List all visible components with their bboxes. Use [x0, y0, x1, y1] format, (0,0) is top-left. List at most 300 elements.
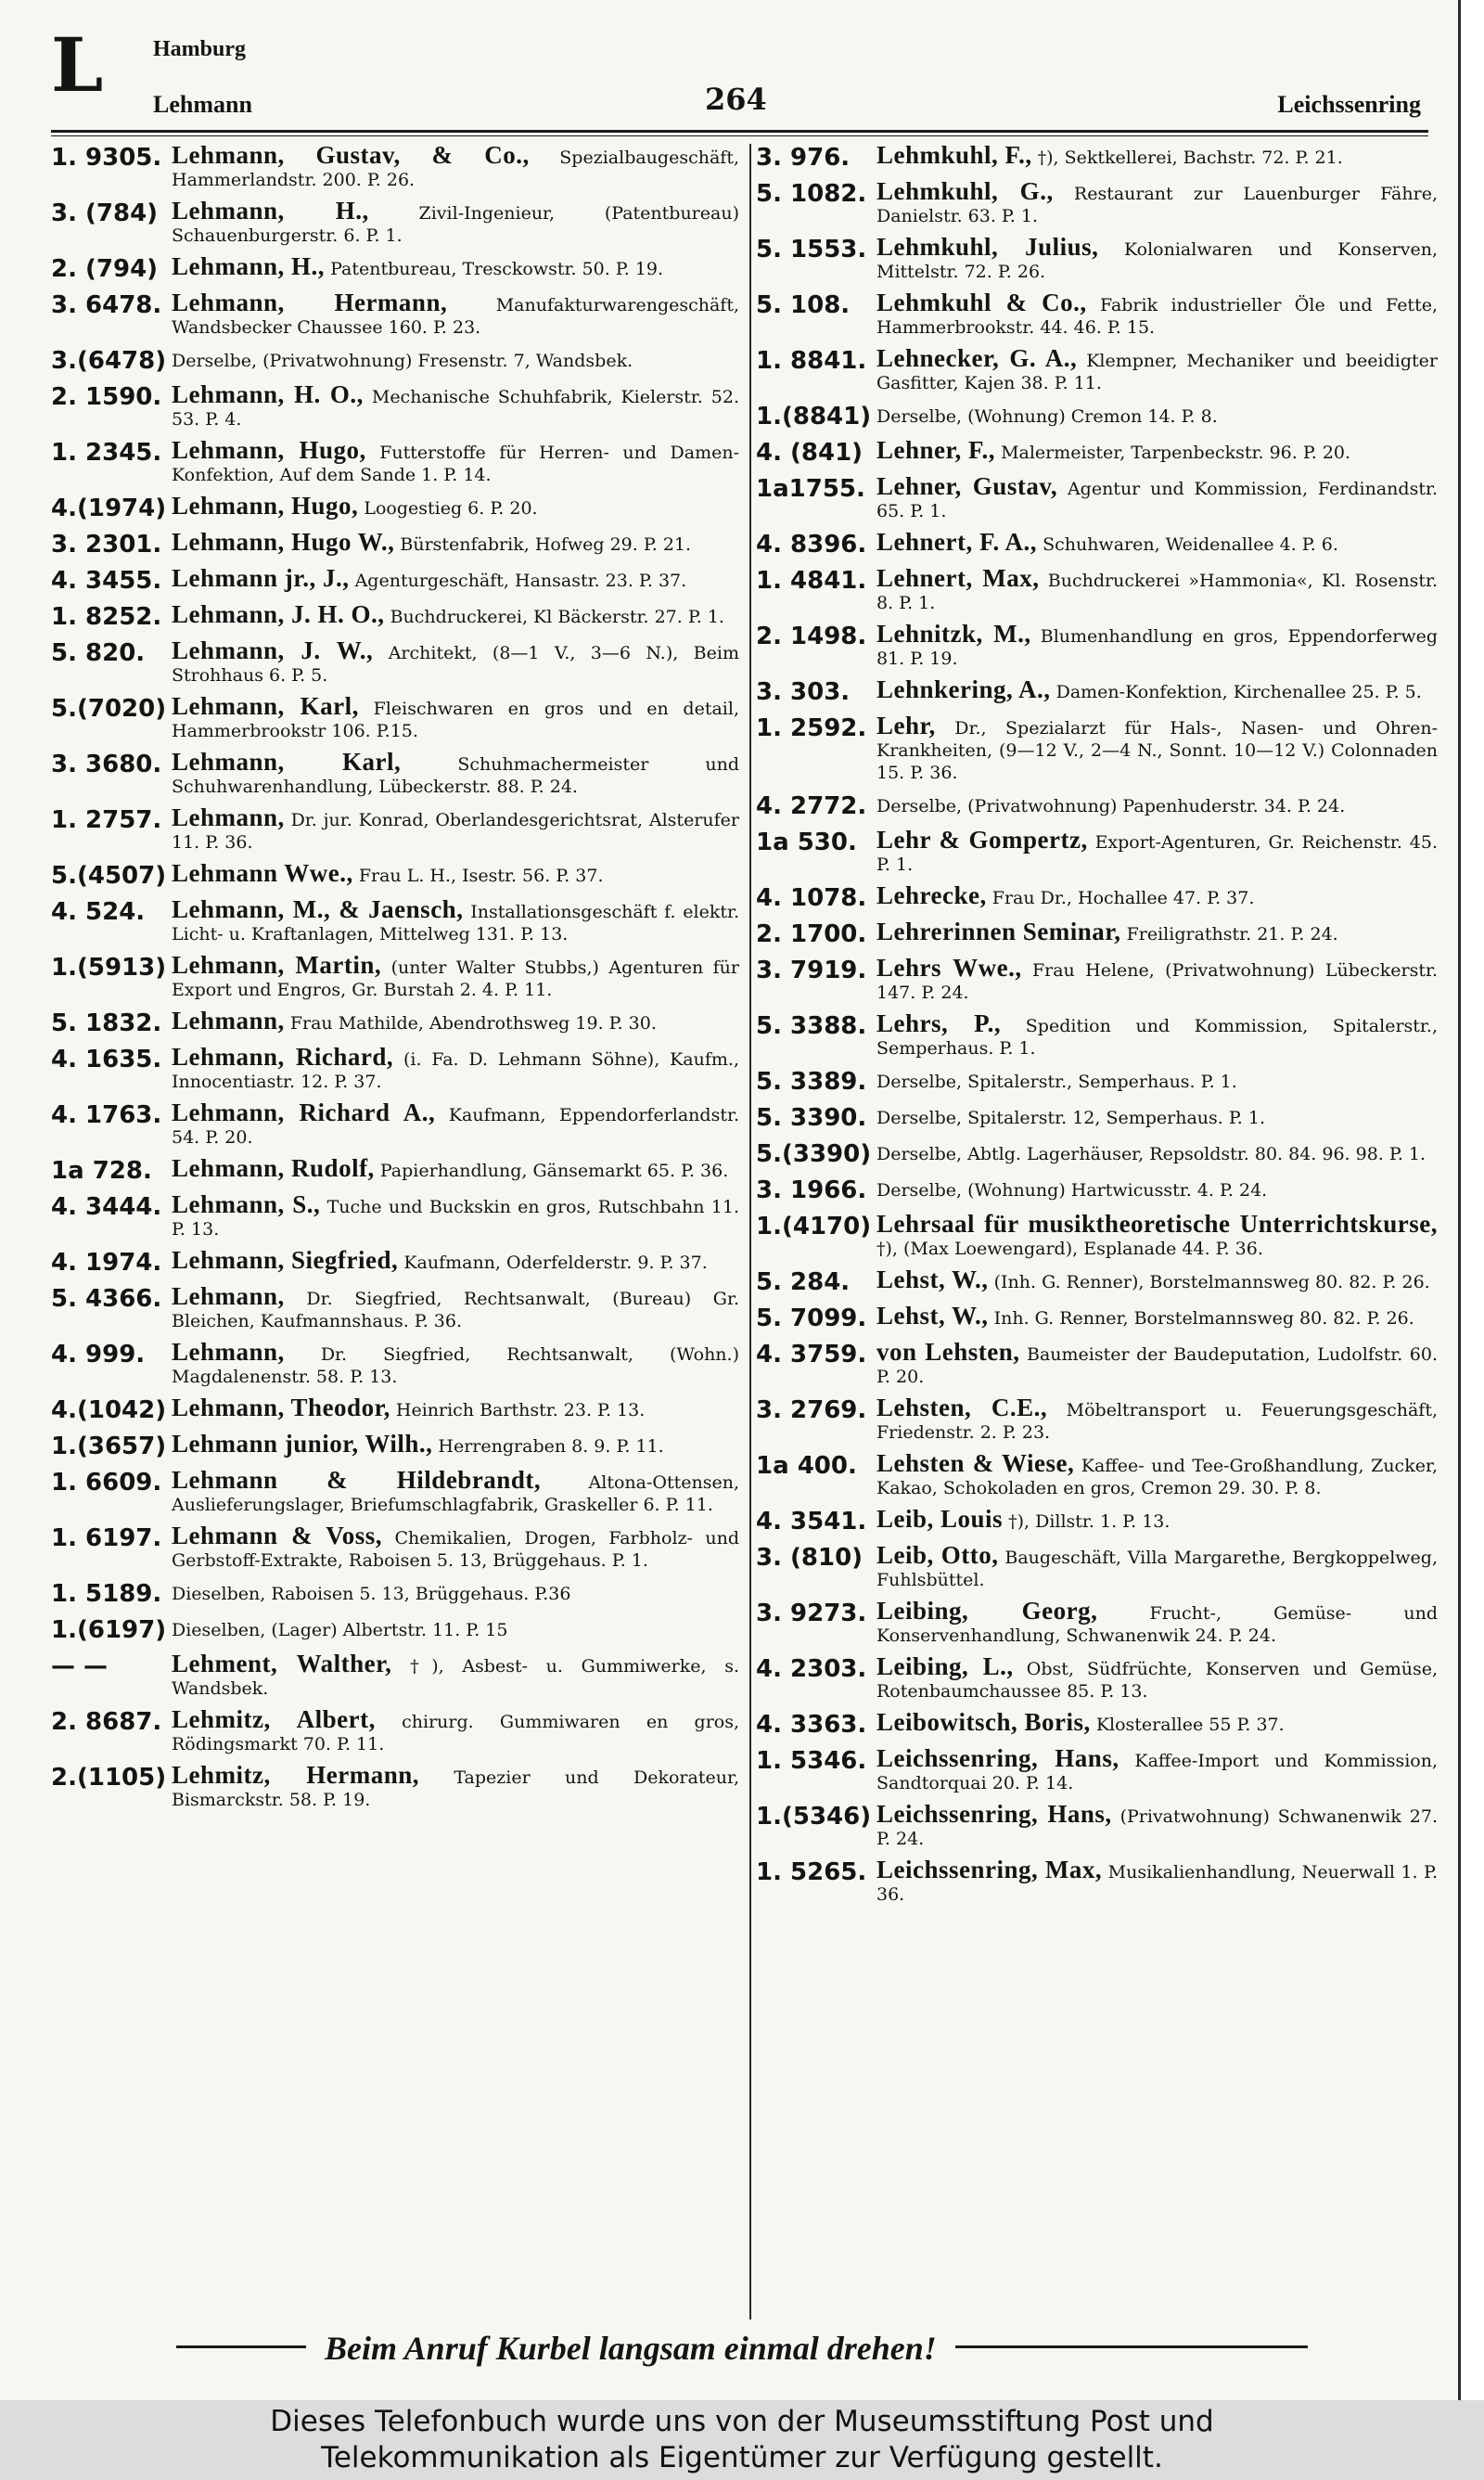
separator: [369, 203, 419, 224]
subscriber-name: Lehmann, Rudolf,: [172, 1154, 375, 1182]
phone-number: 4. 3455.: [51, 567, 162, 595]
phone-number: 4. 2303.: [756, 1655, 867, 1683]
phone-number: 1a 728.: [51, 1157, 152, 1185]
entry-details: [172, 951, 739, 1001]
entry-details: [876, 1396, 1438, 1444]
phone-number: 3. 6478.: [51, 291, 162, 319]
entry-details: [172, 1761, 739, 1811]
subscriber-name: Lehmann, Richard,: [172, 1043, 394, 1071]
entry-text: Herrengraben 8. 9. P. 11.: [438, 1436, 664, 1457]
subscriber-name: Lehmann,: [172, 1007, 285, 1034]
subscriber-name: Lehsten, C.E.,: [876, 1394, 1048, 1421]
directory-entry: [756, 620, 1438, 670]
directory-entry: [51, 951, 739, 1001]
phone-number: 2.(1105): [51, 1764, 167, 1792]
phone-number: 3. 7919.: [756, 957, 867, 984]
entry-text: Malermeister, Tarpenbeckstr. 96. P. 20.: [1001, 443, 1351, 463]
phone-number: 5. 4366.: [51, 1285, 162, 1313]
entry-text: Fleischwaren en gros und en detail, Hammerbrookstr 106. P.15.: [172, 699, 739, 741]
phone-number: 4. 1635.: [51, 1046, 162, 1073]
entry-text: Dr., Spezialarzt für Hals-, Nasen- und Ohren-Krankheiten, (9—12 V., 2—4 N., Sonnt. 10—12 V.) Colonnaden 15. P. 36.: [876, 718, 1438, 783]
phone-number: 4. 3541.: [756, 1508, 867, 1536]
subscriber-name: Lehmann, Richard A.,: [172, 1099, 436, 1126]
entry-details: [876, 620, 1438, 670]
phone-number: — —: [51, 1652, 109, 1680]
entry-text: Derselbe, (Wohnung) Cremon 14. P. 8.: [876, 406, 1218, 427]
entry-text: Baumeister der Baudeputation, Ludolfstr. 60. P. 20.: [876, 1344, 1438, 1387]
directory-entry: [756, 1449, 1438, 1499]
subscriber-name: Lehmann, J. W.,: [172, 636, 374, 664]
phone-number: 1. 8252.: [51, 603, 162, 631]
entry-details: [876, 564, 1438, 614]
directory-entry: [756, 141, 1438, 172]
entry-details: [876, 1744, 1438, 1794]
phone-number: 2. 1700.: [756, 920, 867, 948]
subscriber-name: Lehnert, F. A.,: [876, 528, 1038, 556]
entry-text: Frau Mathilde, Abendrothsweg 19. P. 30.: [289, 1013, 657, 1034]
subscriber-name: Leibowitsch, Boris,: [876, 1708, 1091, 1736]
directory-entry: [51, 1338, 739, 1388]
directory-entry: [756, 1396, 1438, 1444]
entry-details: [876, 291, 1438, 339]
entry-text: Agentur und Kommission, Ferdinandstr. 65. P. 1.: [876, 479, 1439, 521]
subscriber-name: Lehmann, Hermann,: [172, 289, 448, 316]
entry-details: [172, 1154, 739, 1182]
directory-entry: [756, 792, 1438, 820]
entry-details: [876, 344, 1438, 394]
subscriber-name: Lehmann, Hugo W.,: [172, 528, 395, 556]
entry-details: [876, 233, 1438, 283]
phone-number: 4.(1042): [51, 1396, 167, 1424]
phone-number: 5. 3389.: [756, 1068, 867, 1096]
phone-number: 5. 1832.: [51, 1009, 162, 1037]
directory-entry: [51, 803, 739, 854]
entry-text: Frau Dr., Hochallee 47. P. 37.: [991, 888, 1255, 908]
entry-text: Klempner, Mechaniker und beeidigter Gasfitter, Kajen 38. P. 11.: [876, 351, 1438, 393]
separator: [1088, 832, 1095, 853]
subscriber-name: Lehmann, Karl,: [172, 748, 402, 776]
subscriber-name: Leib, Otto,: [876, 1541, 999, 1569]
entry-details: [876, 920, 1438, 945]
entry-text: Blumenhandlung en gros, Eppendorferweg 81. P. 19.: [876, 626, 1438, 669]
phone-number: 3. 9273.: [756, 1600, 867, 1627]
entry-details: [172, 1616, 739, 1641]
subscriber-name: Lehmann,: [172, 803, 285, 831]
entry-details: [876, 1800, 1438, 1850]
subscriber-name: Lehmann,: [172, 1338, 285, 1366]
phone-number: 3. 1966.: [756, 1176, 867, 1204]
footer-notice: Beim Anruf Kurbel langsam einmal drehen!: [306, 2329, 955, 2368]
directory-entry: [756, 1858, 1438, 1906]
separator: [435, 1105, 449, 1125]
left-column: [51, 141, 740, 1819]
directory-entry: [756, 528, 1438, 559]
last-entry-heading: Leichssenring: [1277, 91, 1421, 118]
directory-entry: [756, 1009, 1439, 1060]
entry-details: [172, 492, 739, 520]
entry-details: [876, 141, 1438, 169]
subscriber-name: Lehmann, Gustav, & Co.,: [172, 141, 530, 169]
phone-number: 5.(7020): [51, 695, 167, 723]
entry-text: Derselbe, Abtlg. Lagerhäuser, Repsoldstr. 80. 84. 96. 98. P. 1.: [876, 1144, 1426, 1164]
header-rule-thin: [51, 135, 1428, 136]
directory-entry: [756, 954, 1438, 1004]
subscriber-name: Lehmann & Hildebrandt,: [172, 1466, 542, 1494]
header-rule: [51, 130, 1428, 133]
separator: [364, 387, 372, 407]
separator: [382, 1528, 394, 1548]
entry-text: Patentbureau, Tresckowstr. 50. P. 19.: [330, 259, 664, 279]
subscriber-name: Lehr,: [876, 712, 936, 739]
directory-entry: [756, 1744, 1438, 1794]
directory-entry: [756, 1210, 1438, 1260]
separator: [1098, 239, 1124, 260]
directory-entry: [756, 714, 1438, 784]
phone-number: 1. 6197.: [51, 1524, 162, 1552]
directory-entry: [756, 1068, 1438, 1096]
subscriber-name: Lehnitzk, M.,: [876, 620, 1031, 648]
separator: [320, 1197, 326, 1217]
phone-number: 1.(8841): [756, 403, 872, 430]
directory-entry: [756, 1505, 1438, 1536]
phone-number: 1.(5346): [756, 1803, 872, 1831]
directory-entry: [51, 1430, 739, 1460]
entry-details: [172, 380, 739, 430]
separator: [1014, 1659, 1027, 1679]
subscriber-name: Lehrs Wwe.,: [876, 954, 1022, 982]
entry-text: Kolonialwaren und Konserven, Mittelstr. 72. P. 26.: [876, 239, 1438, 282]
separator: [381, 957, 390, 978]
directory-entry: [756, 344, 1438, 394]
separator: [359, 699, 374, 719]
separator: [401, 754, 457, 775]
entry-details: [876, 472, 1439, 522]
entry-text: Kaufmann, Oderfelderstr. 9. P. 37.: [403, 1253, 708, 1273]
entry-details: [172, 1430, 739, 1458]
phone-number: 3.(6478): [51, 347, 167, 375]
directory-entry: [51, 1652, 739, 1700]
phone-number: 1.(6197): [51, 1616, 167, 1644]
entry-details: [172, 347, 739, 372]
phone-number: 1. 5346.: [756, 1747, 867, 1775]
phone-number: 5. 108.: [756, 291, 851, 319]
subscriber-name: Lehmann, M., & Jaensch,: [172, 895, 464, 923]
subscriber-name: Lehmann, Hugo,: [172, 436, 366, 464]
directory-entry: [51, 380, 739, 430]
subscriber-name: von Lehsten,: [876, 1338, 1020, 1366]
directory-entry: [756, 1652, 1438, 1703]
subscriber-name: Leichssenring, Hans,: [876, 1744, 1119, 1772]
subscriber-name: Lehsten & Wiese,: [876, 1449, 1075, 1477]
entry-text: Manufakturwarengeschäft, Wandsbecker Chaussee 160. P. 23.: [172, 295, 740, 338]
directory-entry: [756, 675, 1438, 706]
phone-number: 1a 400.: [756, 1452, 857, 1480]
phone-number: 5. 820.: [51, 639, 146, 667]
subscriber-name: Lehmann, Hugo,: [172, 492, 359, 520]
entry-details: [876, 1268, 1438, 1293]
separator: [1087, 295, 1100, 315]
directory-entry: [51, 692, 739, 742]
subscriber-name: Lehmann,: [172, 1282, 285, 1310]
directory-entry: [51, 1466, 739, 1516]
directory-entry: [756, 436, 1438, 467]
separator: [1022, 960, 1032, 981]
entry-details: [172, 564, 739, 592]
separator: [285, 1289, 307, 1309]
phone-number: 1. 5189.: [51, 1580, 162, 1608]
entry-details: [172, 1705, 740, 1755]
entry-details: [172, 1580, 739, 1605]
entry-details: [876, 1541, 1438, 1591]
separator: [1054, 184, 1074, 204]
separator: [373, 643, 388, 663]
phone-number: 5.(4507): [51, 862, 167, 890]
directory-entry: [51, 1246, 739, 1277]
phone-number: 2. 1590.: [51, 383, 162, 411]
directory-entry: [756, 472, 1439, 522]
entry-text: Chemikalien, Drogen, Farbholz- und Gerbstoff-Extrakte, Raboisen 5. 13, Brüggehaus. P. 1.: [172, 1528, 739, 1571]
separator: [1039, 571, 1047, 591]
entry-text: Dr. Siegfried, Rechtsanwalt, (Wohn.) Magdalenenstr. 58. P. 13.: [172, 1344, 739, 1387]
entry-details: [172, 803, 739, 854]
entry-text: Schuhwaren, Weidenallee 4. P. 6.: [1043, 534, 1338, 555]
entry-text: Fabrik industrieller Öle und Fette, Hammerbrookstr. 44. 46. P. 15.: [876, 295, 1438, 338]
entry-details: [172, 1009, 739, 1034]
phone-number: 5. 1553.: [756, 236, 867, 263]
separator: [1047, 1400, 1066, 1420]
entry-text: Baugeschäft, Villa Margarethe, Bergkoppelweg, Fuhlsbüttel.: [876, 1548, 1438, 1590]
separator: [1074, 1456, 1081, 1476]
subscriber-name: Lehmkuhl, G.,: [876, 177, 1054, 205]
subscriber-name: Lehmann & Voss,: [172, 1522, 383, 1549]
separator: [936, 718, 954, 739]
entry-text: †), (Max Loewengard), Esplanade 44. P. 36.: [876, 1239, 1263, 1259]
separator: [447, 295, 495, 315]
subscriber-name: Lehmitz, Albert,: [172, 1705, 376, 1733]
directory-entry: [756, 1800, 1438, 1850]
entry-details: [876, 177, 1438, 227]
phone-number: 3. 3680.: [51, 751, 162, 778]
phone-number: 1. 8841.: [756, 347, 867, 375]
subscriber-name: Leichssenring, Hans,: [876, 1800, 1112, 1828]
directory-entry: [756, 291, 1438, 339]
directory-entry: [756, 1597, 1439, 1647]
directory-entry: [51, 1101, 739, 1149]
entry-text: Agenturgeschäft, Hansastr. 23. P. 37.: [354, 571, 687, 591]
entry-details: [876, 1210, 1438, 1260]
phone-number: 1. 4841.: [756, 567, 867, 595]
directory-entry: [51, 528, 739, 559]
separator: [376, 1712, 402, 1732]
entry-text: Heinrich Barthstr. 23. P. 13.: [395, 1400, 646, 1420]
entry-text: (Inh. G. Renner), Borstelmannsweg 80. 82. P. 26.: [993, 1272, 1430, 1292]
entry-details: [876, 1009, 1439, 1060]
entry-details: [172, 1524, 739, 1572]
entry-details: [876, 792, 1438, 817]
entry-text: Dr. jur. Konrad, Oberlandesgerichtsrat, Alsterufer 11. P. 36.: [172, 810, 739, 853]
entry-text: Dr. Siegfried, Rechtsanwalt, (Bureau) Gr. Bleichen, Kaufmannshaus. P. 36.: [172, 1289, 739, 1331]
entry-details: [876, 881, 1438, 909]
entry-details: [876, 1176, 1438, 1201]
entry-text: Tapezier und Dekorateur, Bismarckstr. 58. P. 19.: [172, 1767, 739, 1810]
entry-text: Kaffee- und Tee-Großhandlung, Zucker, Kakao, Schokoladen en gros, Cremon 29. 30. P. 8.: [876, 1456, 1438, 1498]
phone-number: 4. 524.: [51, 898, 146, 926]
directory-entry: [51, 748, 739, 798]
directory-entry: [756, 1140, 1438, 1168]
subscriber-name: Lehrsaal für musiktheoretische Unterrichtskurse,: [876, 1210, 1438, 1238]
directory-entry: [51, 859, 739, 890]
directory-entry: [51, 1616, 739, 1644]
separator: [285, 810, 291, 830]
phone-number: 3. (784): [51, 199, 159, 227]
subscriber-name: Lehr & Gompertz,: [876, 826, 1088, 854]
subscriber-name: Lehnert, Max,: [876, 564, 1040, 592]
subscriber-name: Lehmann, Theodor,: [172, 1394, 390, 1421]
directory-entry: [756, 826, 1438, 876]
entry-text: Frau Helene, (Privatwohnung) Lübeckerstr. 147. P. 24.: [876, 960, 1438, 1003]
entry-details: [876, 1597, 1439, 1647]
entry-text: Damen-Konfektion, Kirchenallee 25. P. 5.: [1055, 682, 1422, 702]
entry-details: [876, 1338, 1438, 1388]
page-number: 264: [705, 82, 767, 117]
entry-details: [876, 1104, 1438, 1129]
directory-entry: [51, 291, 739, 339]
entry-details: [172, 1652, 739, 1700]
phone-number: 5. 7099.: [756, 1304, 867, 1332]
directory-entry: [51, 600, 739, 631]
separator: [530, 148, 560, 168]
entry-details: [172, 291, 739, 339]
separator: [1119, 1751, 1135, 1771]
entry-text: Spedition und Kommission, Spitalerstr., Semperhaus. P. 1.: [876, 1016, 1439, 1059]
directory-entry: [756, 1268, 1438, 1296]
subscriber-name: Lehrerinnen Seminar,: [876, 918, 1121, 945]
entry-details: [876, 403, 1438, 428]
directory-entry: [756, 1338, 1438, 1388]
entry-details: [172, 895, 740, 945]
phone-number: 4. 8396.: [756, 531, 867, 559]
separator: [1097, 1603, 1149, 1624]
directory-entry: [51, 347, 739, 375]
entry-details: [172, 141, 739, 191]
separator: [1112, 1806, 1120, 1827]
directory-entry: [756, 233, 1438, 283]
separator: [391, 1656, 410, 1677]
phone-number: 5. 1082.: [756, 180, 867, 208]
separator: [1001, 1016, 1026, 1036]
subscriber-name: Lehmann jr., J.,: [172, 564, 350, 592]
entry-text: Frau L. H., Isestr. 56. P. 37.: [358, 866, 604, 886]
entry-text: Bürstenfabrik, Hofweg 29. P. 21.: [400, 534, 692, 555]
phone-number: 3. 2769.: [756, 1396, 867, 1424]
directory-entry: [51, 1705, 740, 1755]
phone-number: 4. 3444.: [51, 1193, 162, 1221]
separator: [285, 1344, 321, 1365]
entry-details: [172, 692, 739, 742]
phone-number: 1a 530.: [756, 829, 857, 856]
directory-entry: [51, 141, 739, 191]
subscriber-name: Lehmann, S.,: [172, 1190, 321, 1218]
phone-number: 4.(1974): [51, 495, 167, 522]
entry-text: Schuhmachermeister und Schuhwarenhandlung, Lübeckerstr. 88. P. 24.: [172, 754, 739, 797]
directory-entry: [51, 1154, 739, 1185]
subscriber-name: Lehmann, H.,: [172, 252, 326, 280]
subscriber-name: Lehrs, P.,: [876, 1009, 1002, 1037]
right-column: [756, 141, 1439, 1914]
phone-number: 4. 1763.: [51, 1101, 162, 1129]
entry-text: Installationsgeschäft f. elektr. Licht- u. Kraftanlagen, Mittelweg 131. P. 13.: [172, 902, 740, 944]
entry-text: chirurg. Gummiwaren en gros, Rödingsmarkt 70. P. 11.: [172, 1712, 740, 1754]
entry-text: Musikalienhandlung, Neuerwall 1. P. 36.: [876, 1862, 1439, 1905]
directory-entry: [756, 1304, 1438, 1332]
phone-number: 2. 1498.: [756, 623, 867, 650]
subscriber-name: Lehmkuhl, Julius,: [876, 233, 1099, 261]
entry-text: †), Dillstr. 1. P. 13.: [1008, 1511, 1171, 1532]
entry-text: Buchdruckerei, Kl Bäckerstr. 27. P. 1.: [390, 607, 724, 627]
column-divider: [749, 144, 751, 2319]
directory-entry: [756, 1708, 1438, 1739]
phone-number: 1.(3657): [51, 1433, 167, 1460]
entry-text: Frucht-, Gemüse- und Konservenhandlung, Schwanenwik 24. P. 24.: [876, 1603, 1439, 1646]
phone-number: 3. 2301.: [51, 531, 162, 559]
directory-entry: [51, 1524, 739, 1572]
phone-number: 1.(4170): [756, 1213, 872, 1240]
entry-details: [876, 954, 1438, 1004]
entry-text: Tuche und Buckskin en gros, Rutschbahn 11. P. 13.: [172, 1197, 739, 1240]
entry-text: Kaffee-Import und Kommission, Sandtorquai 20. P. 14.: [876, 1751, 1438, 1793]
directory-entry: [51, 1580, 739, 1608]
entry-details: [172, 748, 739, 798]
entry-details: [876, 528, 1438, 556]
entry-text: Restaurant zur Lauenburger Fähre, Danielstr. 63. P. 1.: [876, 184, 1438, 226]
directory-entry: [51, 636, 739, 687]
entry-details: [172, 859, 739, 887]
directory-entry: [51, 1396, 739, 1424]
phone-number: 5. 3388.: [756, 1012, 867, 1040]
entry-details: [876, 1304, 1438, 1330]
subscriber-name: Lehmann, J. H. O.,: [172, 600, 385, 628]
entry-text: Klosterallee 55 P. 37.: [1095, 1715, 1285, 1735]
entry-details: [876, 675, 1438, 703]
entry-text: Futterstoffe für Herren- und Damen-Konfektion, Auf dem Sande 1. P. 14.: [172, 443, 739, 485]
subscriber-name: Leibing, L.,: [876, 1652, 1014, 1680]
entry-text: Freiligrathstr. 21. P. 24.: [1126, 924, 1338, 944]
phone-number: 1. 2757.: [51, 806, 162, 834]
entry-text: Dieselben, Raboisen 5. 13, Brüggehaus. P.36: [172, 1584, 571, 1604]
entry-details: [876, 1858, 1438, 1906]
entry-text: (Privatwohnung) Schwanenwik 27. P. 24.: [876, 1806, 1438, 1849]
phone-number: 4. 1974.: [51, 1249, 162, 1277]
entry-details: [876, 826, 1438, 876]
separator: [1031, 626, 1041, 647]
entry-text: Export-Agenturen, Gr. Reichenstr. 45. P. 1.: [876, 832, 1438, 875]
entry-text: Papierhandlung, Gänsemarkt 65. P. 36.: [379, 1161, 729, 1181]
city-heading: Hamburg: [153, 37, 247, 61]
entry-details: [172, 528, 739, 556]
phone-number: 3. (810): [756, 1544, 864, 1572]
phone-number: 5. 284.: [756, 1268, 851, 1296]
phone-number: 1. 6609.: [51, 1469, 162, 1497]
entry-details: [172, 1101, 739, 1149]
subscriber-name: Leichssenring, Max,: [876, 1856, 1103, 1883]
subscriber-name: Lehmann Wwe.,: [172, 859, 353, 887]
subscriber-name: Lehst, W.,: [876, 1266, 989, 1293]
directory-entry: [51, 492, 739, 522]
entry-text: Derselbe, Spitalerstr., Semperhaus. P. 1.: [876, 1072, 1237, 1092]
entry-text: Kaufmann, Eppendorferlandstr. 54. P. 20.: [172, 1105, 739, 1148]
separator: [366, 443, 379, 463]
phone-number: 1a1755.: [756, 475, 865, 503]
